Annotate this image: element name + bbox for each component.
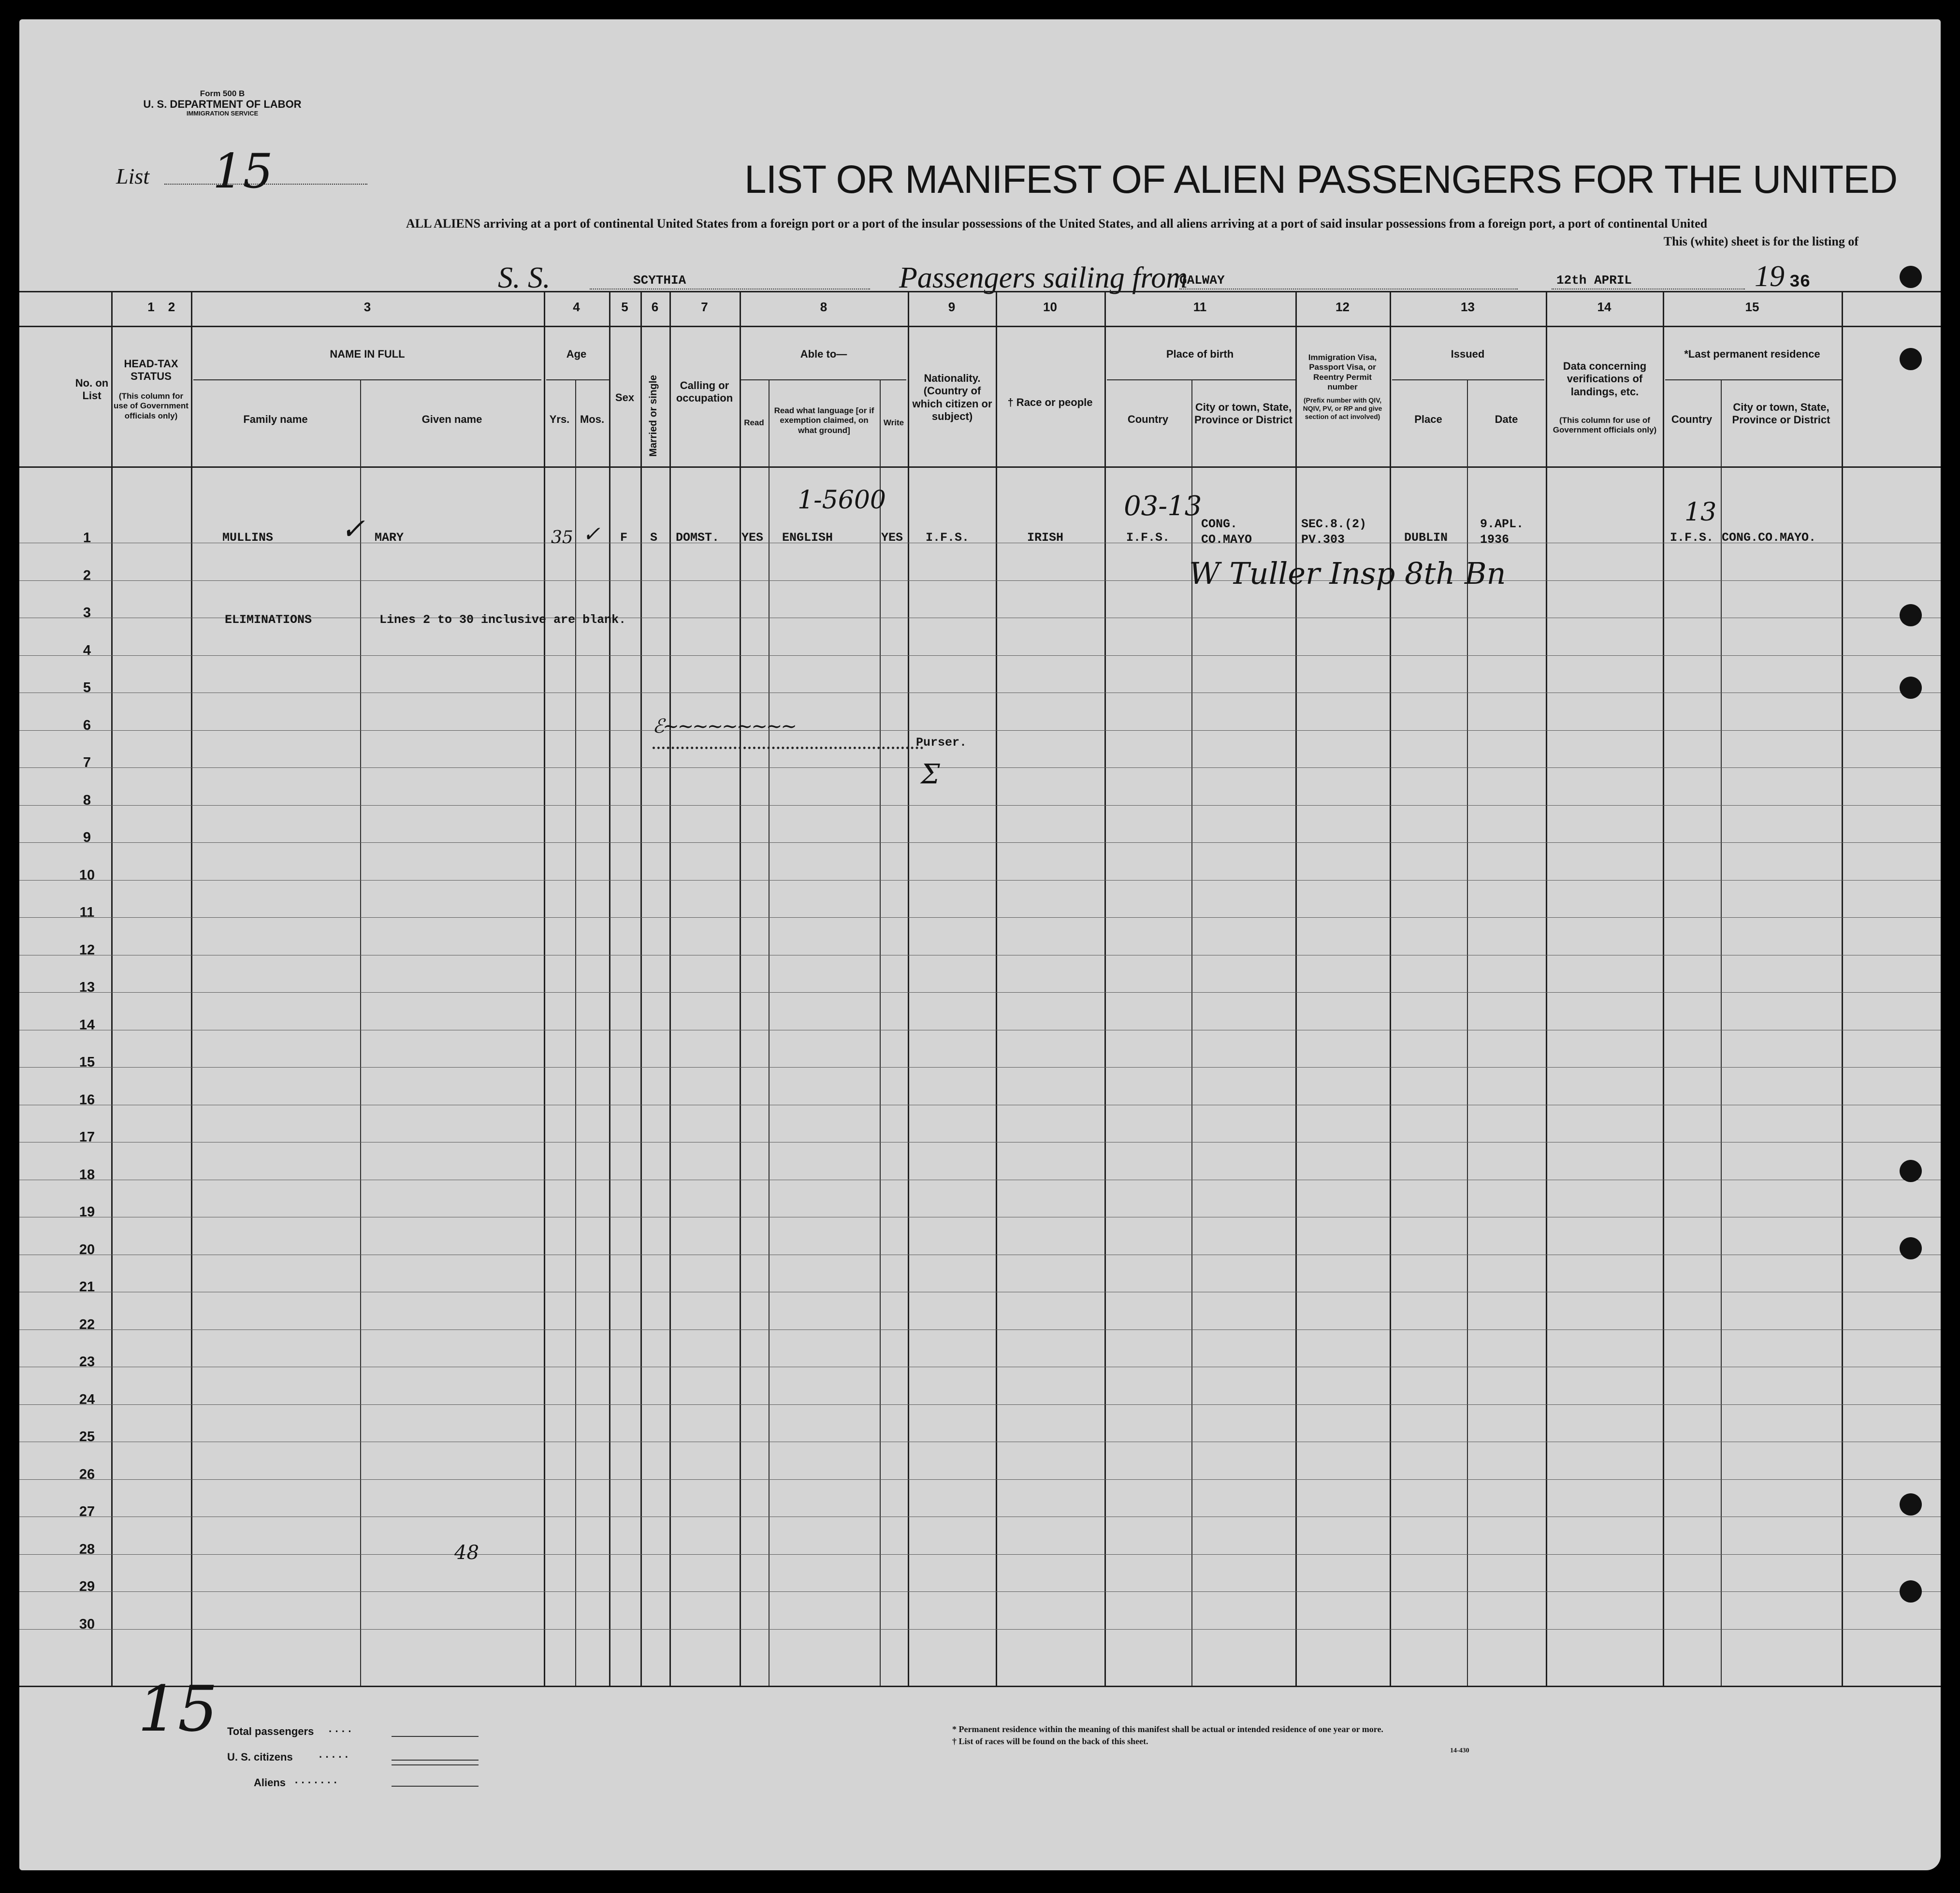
col-rule-4 [609, 291, 610, 1686]
header-read: Read [744, 418, 764, 427]
footnote-residence: * Permanent residence within the meaning of this manifest shall be actual or intended residence of one year or more. [952, 1724, 1383, 1734]
residence-subheader-rule [1665, 379, 1842, 380]
row-number: 23 [79, 1354, 95, 1370]
col-rule-8 [908, 291, 909, 1686]
row-rule [19, 1404, 1941, 1405]
header-visa-note: (Prefix number with QIV, NQIV, PV, or RP and give section of act involved) [1303, 396, 1382, 420]
row-rule [19, 655, 1941, 656]
row-rule [19, 1479, 1941, 1480]
col-rule-13 [1546, 291, 1547, 1686]
header-birth-country: Country [1127, 413, 1169, 425]
entry-issued-date-1: 9.APL. [1480, 517, 1524, 531]
entry-issued-date-2: 1936 [1480, 533, 1510, 547]
entry-family-name: MULLINS [222, 531, 274, 545]
header-birth-city: City or town, State, Province or District [1194, 401, 1292, 426]
header-residence-country: Country [1671, 413, 1713, 425]
service-name: IMMIGRATION SERVICE [186, 109, 259, 117]
header-verification-note: (This column for use of Government officials only) [1553, 416, 1657, 435]
row-rule [19, 917, 1941, 918]
aliens-label: Aliens [254, 1777, 286, 1789]
handwritten-inspector-remark: W Tuller Insp 8th Bn [1189, 556, 1506, 591]
us-citizens-dots: · · · · · [319, 1751, 349, 1763]
row-rule [19, 767, 1941, 768]
row-rule [19, 842, 1941, 843]
colnum-4: 4 [573, 300, 580, 314]
entry-birth-city-2: CO.MAYO [1201, 533, 1252, 547]
subtitle-line-1: ALL ALIENS arriving at a port of continental United States from a foreign port or a port of the insular possessions of the United States, and all aliens arriving at a port of said insular possessions from a foreign port, a port of continental United [406, 217, 1708, 231]
colnum-5: 5 [621, 300, 628, 314]
row-number: 24 [79, 1391, 95, 1407]
colnum-3: 3 [363, 300, 371, 314]
footnote-races: † List of races will be found on the back of this sheet. [952, 1736, 1148, 1746]
list-number: 15 [213, 144, 273, 199]
list-label: List [116, 164, 150, 188]
col-rule-3 [544, 291, 545, 1686]
row-number: 7 [83, 755, 91, 770]
binder-hole [1900, 1160, 1922, 1182]
col-rule-5 [640, 291, 642, 1686]
header-read-language: Read what language [or if exemption claimed, on what ground] [774, 406, 874, 435]
row-number: 5 [83, 680, 91, 695]
form-number: Form 500 B [200, 89, 245, 98]
header-verification: Data concerning verifications of landings, etc. [1563, 360, 1647, 398]
entry-visa-1: SEC.8.(2) [1301, 517, 1367, 531]
age-check-icon: ✓ [582, 522, 600, 547]
header-name-in-full: NAME IN FULL [330, 348, 405, 360]
row-number: 28 [79, 1541, 95, 1557]
total-passengers-line [392, 1736, 479, 1737]
ship-name: SCYTHIA [633, 273, 686, 288]
header-visa: Immigration Visa, Passport Visa, or Reentry Permit number [1308, 353, 1377, 392]
ss-label: S. S. [498, 261, 551, 294]
entry-birth-city-1: CONG. [1201, 517, 1238, 531]
binder-hole [1900, 1580, 1922, 1603]
colnum-7: 7 [701, 300, 708, 314]
col-rule-10 [1104, 291, 1106, 1686]
header-issued-date: Date [1495, 413, 1518, 425]
row-number: 4 [83, 642, 91, 658]
sailing-from-label: Passengers sailing from [899, 261, 1188, 294]
row-rule [19, 805, 1941, 806]
row-number: 13 [79, 980, 95, 995]
handwritten-row28-note: 48 [454, 1542, 479, 1564]
aliens-dots: · · · · · · · [295, 1777, 337, 1789]
col-rule-2 [191, 291, 192, 1686]
colnum-15: 15 [1745, 300, 1759, 314]
colnum-8: 8 [820, 300, 828, 314]
header-no-on-list: No. on List [75, 377, 109, 402]
purser-signature-line [653, 747, 923, 749]
row-number: 15 [79, 1055, 95, 1070]
header-able-to: Able to— [800, 348, 847, 360]
footer-rule [19, 1686, 1941, 1687]
header-head-tax: HEAD-TAX STATUS [124, 358, 178, 383]
row-number: 29 [79, 1579, 95, 1594]
entry-residence-city: CONG.CO.MAYO. [1722, 531, 1816, 545]
entry-write: YES [881, 531, 903, 545]
row-number: 2 [83, 567, 91, 583]
entry-nationality: I.F.S. [926, 531, 970, 545]
header-top-rule [19, 291, 1941, 292]
colnum-11: 11 [1193, 300, 1207, 314]
header-last-residence: *Last permanent residence [1684, 348, 1820, 360]
header-race: † Race or people [1007, 396, 1093, 408]
issued-subheader-rule [1392, 379, 1544, 380]
row-number: 17 [79, 1129, 95, 1145]
col-rule-12 [1390, 291, 1391, 1686]
header-bottom-rule [19, 466, 1941, 468]
colnum-6: 6 [651, 300, 659, 314]
subtitle-line-2: This (white) sheet is for the listing of [1663, 234, 1858, 248]
header-issued-place: Place [1414, 413, 1442, 425]
age-subheader-rule [546, 379, 609, 380]
binder-hole [1900, 604, 1922, 626]
page-title: LIST OR MANIFEST OF ALIEN PASSENGERS FOR THE UNITED [744, 158, 1898, 202]
sailing-date: 12th APRIL [1556, 273, 1632, 288]
colnum-14: 14 [1597, 300, 1612, 314]
purser-signature-scrawl: ℰ~~~~~~~~~ [653, 715, 796, 737]
entry-race: IRISH [1027, 531, 1064, 545]
col-rule-6 [669, 291, 671, 1686]
entry-birth-country: I.F.S. [1126, 531, 1170, 545]
header-residence-city: City or town, State, Province or District [1732, 401, 1830, 426]
header-age: Age [566, 348, 587, 360]
row-number: 30 [79, 1616, 95, 1632]
manifest-sheet [19, 19, 1941, 1870]
header-yrs: Yrs. [549, 413, 570, 425]
purser-initials: Ʃ [921, 759, 940, 790]
row-number: 1 [83, 530, 91, 546]
subcol-mos [575, 379, 576, 1686]
row-rule [19, 1067, 1941, 1068]
eliminations-text: Lines 2 to 30 inclusive are blank. [379, 613, 626, 627]
row-rule [19, 1329, 1941, 1330]
birth-subheader-rule [1107, 379, 1295, 380]
entry-sex: F [620, 531, 628, 545]
header-head-tax-note: (This column for use of Government officials only) [114, 391, 189, 420]
entry-issued-place: DUBLIN [1404, 531, 1448, 545]
col-rule-7 [740, 291, 741, 1686]
header-place-of-birth: Place of birth [1166, 348, 1234, 360]
col-rule-11 [1295, 291, 1297, 1686]
row-number: 26 [79, 1466, 95, 1482]
row-number: 27 [79, 1504, 95, 1519]
checkmark-icon: ✓ [341, 512, 365, 546]
row-number: 12 [79, 942, 95, 958]
col-rule-1 [111, 291, 113, 1686]
us-citizens-line [392, 1760, 479, 1761]
row-rule [19, 730, 1941, 731]
subcol-write [880, 379, 881, 1686]
row-rule [19, 1629, 1941, 1630]
row-rule [19, 992, 1941, 993]
entry-visa-2: PV.303 [1301, 533, 1345, 547]
department-name: U. S. DEPARTMENT OF LABOR [143, 98, 302, 110]
column-number-rule [19, 326, 1941, 327]
colnum-9: 9 [948, 300, 956, 314]
header-mos: Mos. [580, 413, 605, 425]
row-number: 8 [83, 792, 91, 808]
purser-label: Purser. [916, 736, 967, 750]
row-rule [19, 1554, 1941, 1555]
handwritten-language-note: 1-5600 [798, 486, 886, 515]
row-number: 14 [79, 1017, 95, 1033]
row-number: 9 [83, 830, 91, 845]
row-number: 25 [79, 1429, 95, 1445]
binder-hole [1900, 677, 1922, 699]
row-number: 19 [79, 1204, 95, 1220]
year-suffix: 36 [1789, 272, 1811, 292]
header-issued: Issued [1451, 348, 1485, 360]
handwritten-footer-number: 15 [138, 1672, 218, 1746]
total-passengers-dots: · · · · [329, 1725, 352, 1737]
us-citizens-double-line [392, 1764, 479, 1765]
subcol-given-name [360, 379, 361, 1686]
entry-language: ENGLISH [782, 531, 833, 545]
name-subheader-rule [193, 379, 541, 380]
row-number: 20 [79, 1242, 95, 1257]
col-rule-14 [1663, 291, 1664, 1686]
entry-occupation: DOMST. [676, 531, 720, 545]
binder-hole [1900, 266, 1922, 288]
row-number: 22 [79, 1316, 95, 1332]
us-citizens-label: U. S. citizens [227, 1751, 293, 1763]
binder-hole [1900, 1237, 1922, 1259]
colnum-2: 2 [168, 300, 175, 314]
header-calling: Calling or occupation [676, 379, 733, 405]
binder-hole [1900, 348, 1922, 370]
form-identifier [111, 89, 334, 117]
colnum-12: 12 [1336, 300, 1350, 314]
header-sex: Sex [615, 391, 635, 404]
col-rule-9 [996, 291, 997, 1686]
binder-hole [1900, 1493, 1922, 1516]
list-number-line [164, 184, 367, 185]
total-passengers-label: Total passengers [227, 1725, 314, 1737]
handwritten-birth-note: 03-13 [1124, 491, 1202, 522]
entry-residence-country: I.F.S. [1670, 531, 1714, 545]
row-number: 10 [79, 867, 95, 883]
row-rule [19, 1591, 1941, 1592]
colnum-1: 1 [147, 300, 155, 314]
header-write: Write [883, 418, 904, 427]
row-rule [19, 580, 1941, 581]
row-number: 11 [79, 905, 95, 920]
row-number: 18 [79, 1167, 95, 1183]
header-married: Married or single [648, 375, 659, 457]
header-nationality: Nationality. (Country of which citizen or subject) [912, 372, 992, 423]
subcol-residence-city [1721, 379, 1722, 1686]
departure-port: GALWAY [1179, 273, 1225, 288]
colnum-13: 13 [1461, 300, 1475, 314]
entry-age: 35 [551, 528, 573, 548]
aliens-line [392, 1786, 479, 1787]
row-number: 16 [79, 1092, 95, 1108]
able-subheader-rule [740, 379, 906, 380]
entry-given-name: MARY [375, 531, 404, 545]
entry-married: S [650, 531, 658, 545]
header-family-name: Family name [243, 413, 308, 425]
handwritten-residence-note: 13 [1684, 498, 1717, 527]
colnum-10: 10 [1043, 300, 1057, 314]
row-number: 21 [79, 1279, 95, 1295]
row-rule [19, 880, 1941, 881]
col-rule-15 [1842, 291, 1843, 1686]
entry-read: YES [741, 531, 764, 545]
row-number: 6 [83, 717, 91, 733]
eliminations-label: ELIMINATIONS [225, 613, 312, 627]
year-prefix: 19 [1755, 260, 1785, 293]
form-code: 14-430 [1450, 1747, 1469, 1754]
header-given-name: Given name [421, 413, 482, 425]
row-number: 3 [83, 605, 91, 621]
